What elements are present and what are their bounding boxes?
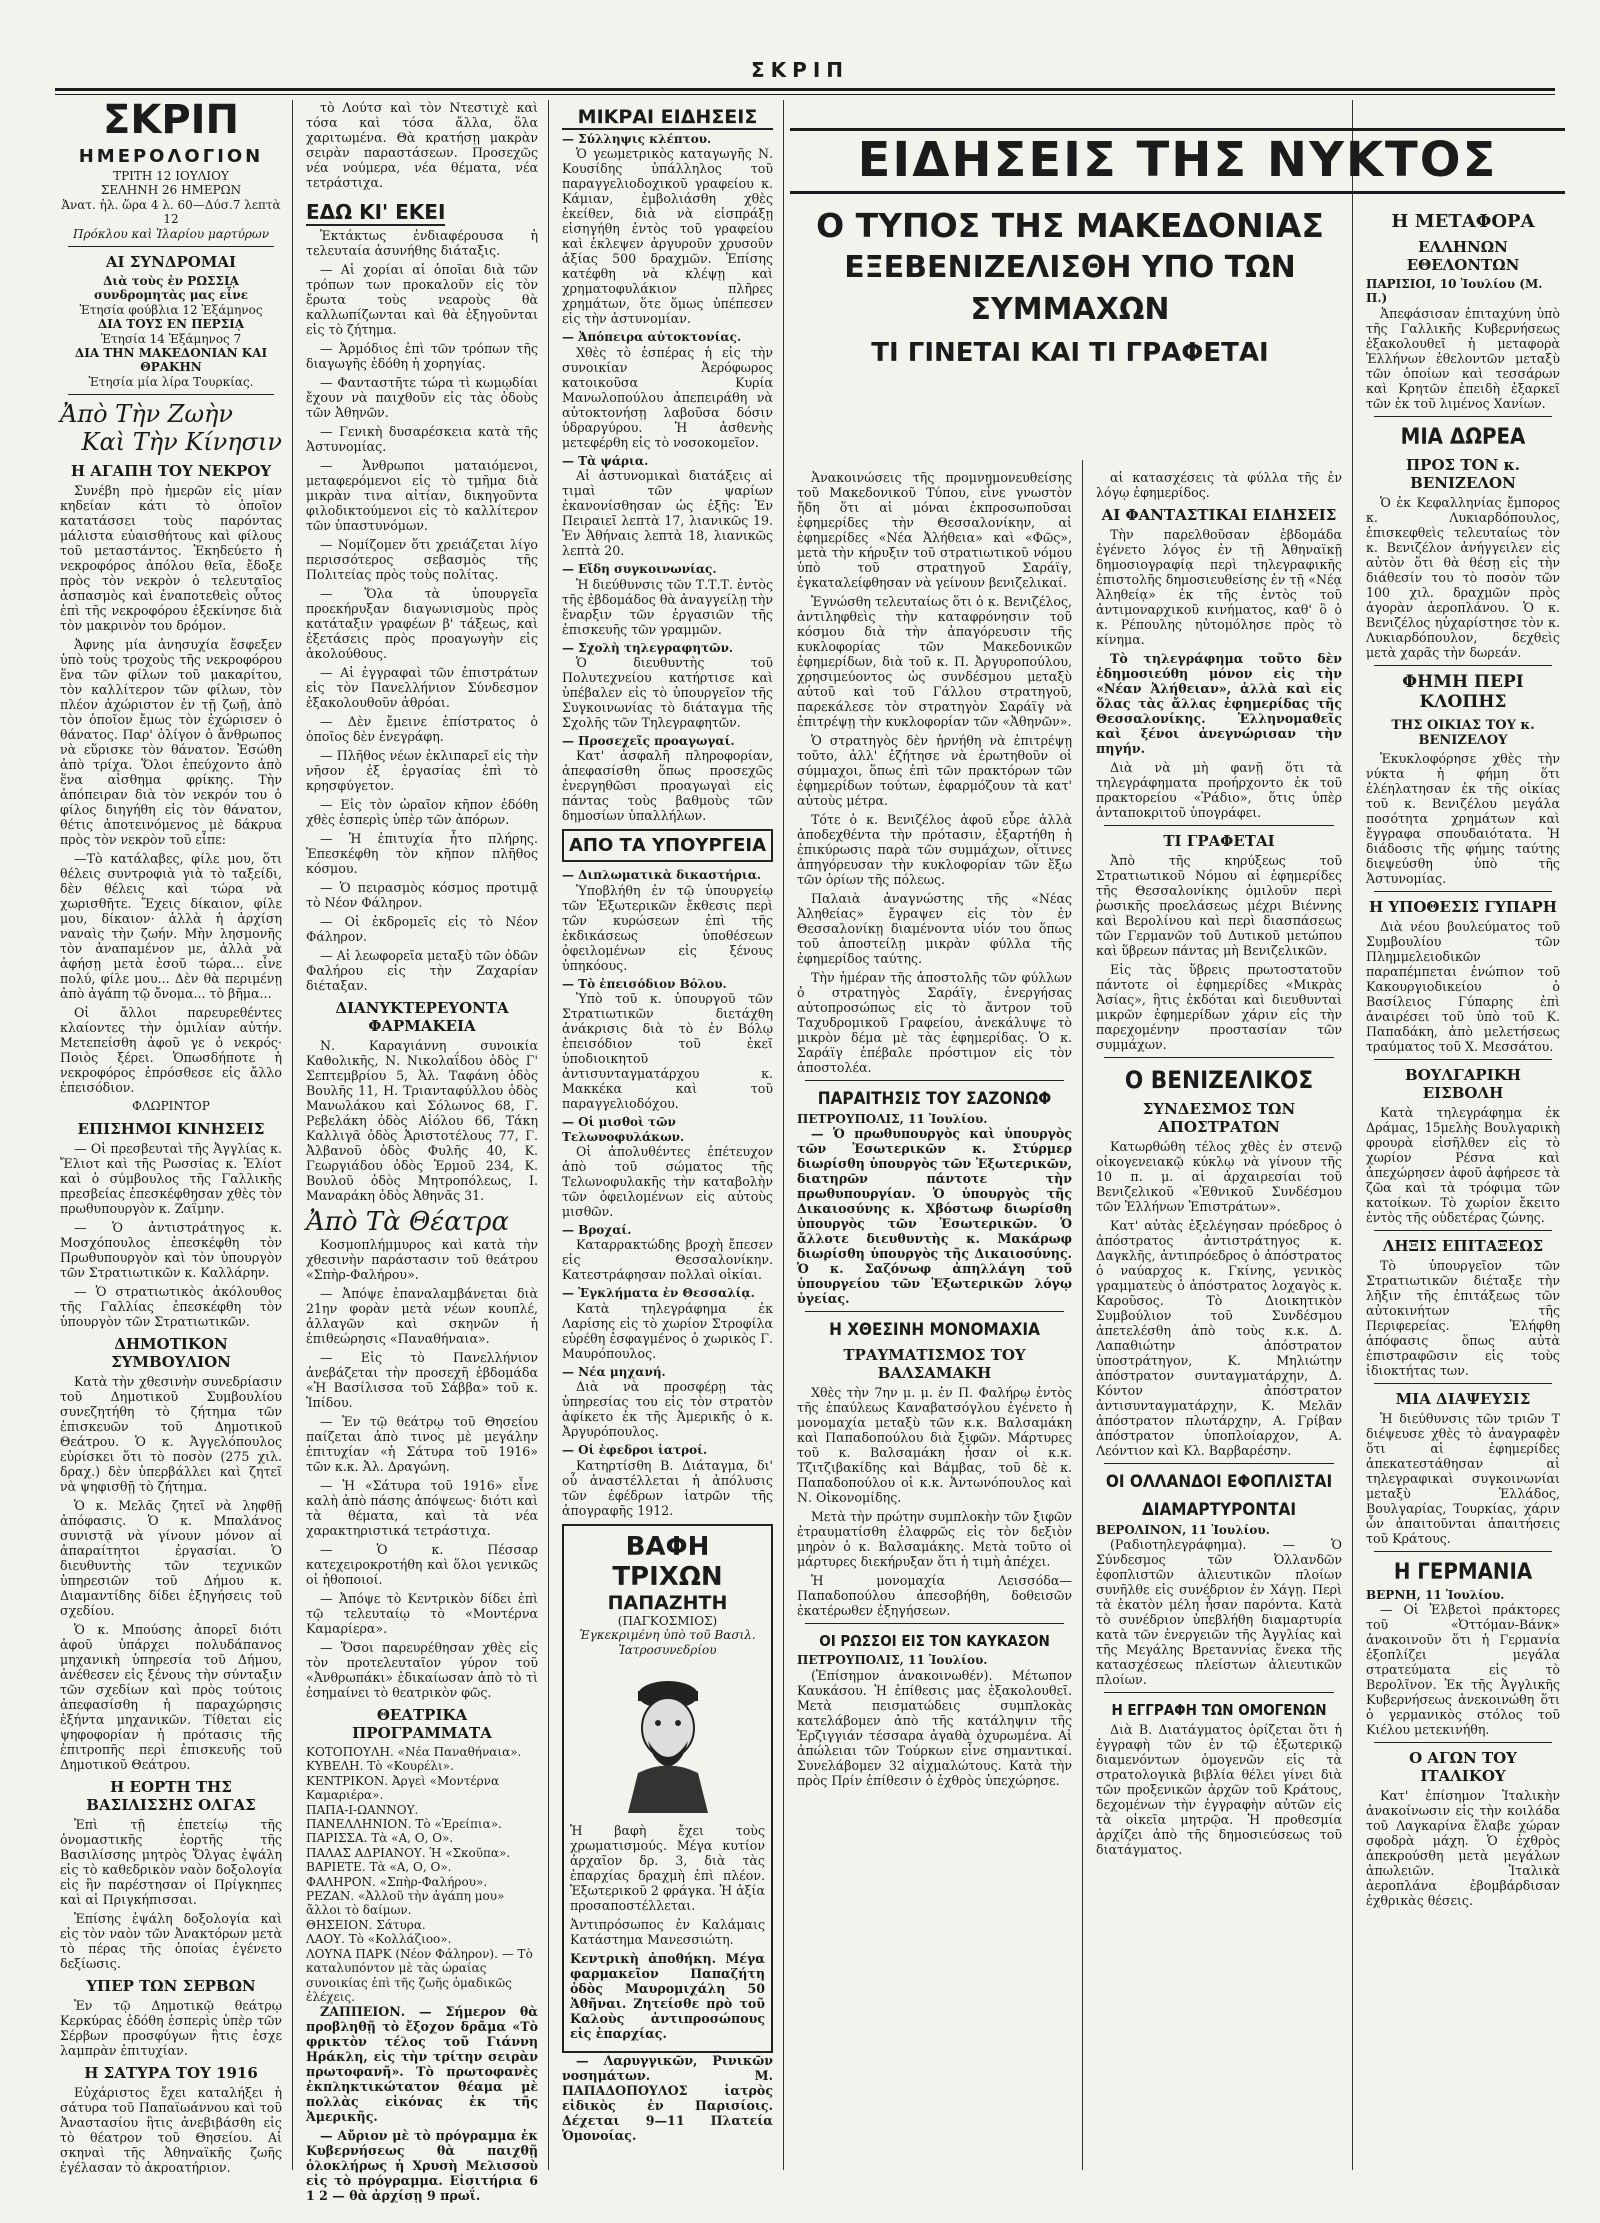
article-paragraph: Κατωρθώθη τέλος χθὲς ἐν στενῷ οἰκογενειακῷ κύκλῳ νὰ γίνουν τῆς 10 π. μ. αἱ ἀρχαιρεσίαι τοῦ Βενιζελικοῦ «Ἐθνικοῦ Συνδέσμου τῶν Ἑλλήνων Ἐπιστράτων». [1096, 1139, 1342, 1214]
article-paragraph: — Εἰς τὸ Πανελλήνιον ἀνεβάζεται τὴν προσεχῆ ἑβδομάδα «Ἡ Βασίλισσα τοῦ Σάββα» τοῦ κ. Ἰπίδου. [306, 1350, 538, 1410]
column-rule [1352, 100, 1353, 2170]
article-paragraph: Τὴν ἡμέραν τῆς ἀποστολῆς τῶν φύλλων ὁ στρατηγὸς Σαράϊγ, ἐνεργήσας αὐτοπροσώπως εἰς τὸ ἄντρον τοῦ Ταχυδρομικοῦ Γραφείου, ἀνεκάλυψε τὸ μικρὸν δέμα μὲ τὰς ἐφημερίδας. Ὁ κ. Σαράϊγ ἐπέβαλε πρόστιμον εἰς τὸν ἀποστολέα. [797, 970, 1072, 1075]
article-paragraph: Ὁ κ. Μπούσης ἀπορεῖ διότι ἀφοῦ ὑπάρχει πολυδάπανος μηχανικὴ ὑπηρεσία τοῦ Δήμου, ἀνέθεσεν εἰς ξένους τὴν σύνταξιν τῶν σχεδίων καὶ πρὸς τούτοις ἀπεφασίσθη ἡ παραχώρησις ἑξήντα μηχανικῶν. Τίθεται εἰς ψηφοφορίαν ἡ πρότασις τῆς ἐπιτροπῆς περὶ ἐπισκευῆς τοῦ Δημοτικοῦ Θεάτρου. [60, 1621, 282, 1772]
dateline: ΒΕΡΟΛΙΝΟΝ, 11 Ἰουλίου. [1096, 1523, 1270, 1537]
article-paragraph: Κατὰ τηλεγράφημα ἐκ Λαρίσης εἰς τὸ χωρίον Στροφίλα εὑρέθη ἐσφαγμένος ὁ χωρικὸς Γ. Μαυρόπουλος. [562, 1300, 773, 1361]
article-paragraph: — Αἱ λεωφορεῖα μεταξὺ τῶν ὁδῶν Φαλήρου εἰς τὴν Ζαχαρίαν διέταξαν. [306, 948, 538, 993]
column-rule [783, 100, 784, 2170]
article-paragraph: — Ὁ πειρασμὸς κόσμος προτιμᾷ τὸ Νέον Φάληρον. [306, 880, 538, 910]
article-paragraph: — Ὁ κ. Πέσσαρ κατεχειροκροτήθη καὶ ὅλοι γενικῶς οἱ ἠθοποιοί. [306, 1542, 538, 1587]
article-paragraph: Οἱ ἄλλοι παρευρεθέντες κλαίοντες τὴν ὁμιλίαν αὐτήν. Μετεπείσθη ἀφοῦ γε ὁ νεκρός· Ποιὸς ξέρει. Ὁπωσδήποτε ἡ νεκροφόρος ἐπρόσθεσε εἰς ἄλλο ἐπεισόδιον. [60, 1005, 282, 1096]
subscriptions-line: Ἐτησία 14 Ἑξάμηνος 7 [100, 331, 242, 346]
article-paragraph: Τὸ ὑπουργεῖον τῶν Στρατιωτικῶν διέταξε τὴν λῆξιν τῆς ἐπιτάξεως τῶν αὐτοκινήτων τῆς Περιφερείας. Ἐλήφθη ἀπόφασις ὅπως αὐτὰ ἐπιστραφῶσιν εἰς τοὺς ἰδιοκτήτας των. [1366, 1257, 1560, 1378]
article-signature: ΦΛΩΡΙΝΤΟΡ [132, 1099, 210, 1114]
ad-text: Ἀντιπρόσωπος ἐν Καλάμαις Κατάστημα Μανεσσιώτη. [570, 1916, 765, 1947]
article-paragraph: — Ἀρμόδιος ἐπὶ τῶν τρόπων τῆς διαγωγῆς ἐδόθη ἡ χορηγίας. [306, 341, 538, 371]
masthead-rule-thin [55, 94, 1555, 95]
masthead-rule [55, 88, 1555, 91]
article-paragraph: — Οἱ πρεσβευταὶ τῆς Ἀγγλίας κ. Ἔλιοτ καὶ τῆς Ρωσσίας κ. Ἐλίοτ καὶ ὁ σύμβουλος τῆς Γαλλικῆς πρεσβείας ἐπεσκέφθησαν χθὲς τὸν πρωθυπουργὸν κ. Ζαΐμην. [60, 1140, 282, 1216]
dateline: ΠΕΤΡΟΥΠΟΛΙΣ, 11 Ἰουλίου. [797, 1112, 988, 1126]
column-2 [296, 100, 548, 2204]
column-3 [552, 100, 783, 2180]
program-entry: ΚΕΝΤΡΙΚΟΝ. Ἀργεὶ «Μοντέρνα Καμαριέρα». [306, 1773, 500, 1803]
article-paragraph: Ὑποβλήθη ἐν τῷ ὑπουργείῳ τῶν Ἐξωτερικῶν ἔκθεσις περὶ τῶν κυρώσεων ἐπὶ τῆς ἐκδικάσεως ὑποθέσεων ὀφειλομένων εἰς ξένους ὑπηκόους. [562, 882, 773, 973]
article-title: ΟΙ ΟΛΛΑΝΔΟΙ ΕΦΟΠΛΙΣΤΑΙ [1105, 1472, 1333, 1492]
article-paragraph: — Αἱ χορίαι αἱ ὁποῖαι διὰ τῶν τρόπων των προκαλοῦν εἰς τὸν ἔρωτα τοὺς νεαροὺς θὰ καλλωπίζωνται καὶ θὰ ἐξηγοῦνται εἰς τὸ ζήτημα. [306, 262, 538, 337]
program-entry: ΛΟΥΝΑ ΠΑΡΚ (Νέον Φάληρον). — Τὸ καταλυπόντον μὲ τὰς ὡραίας συνοικίας ἐπὶ τῆς ζωῆς ὁμαδικῶς ἐλέχεις. [306, 1946, 533, 2004]
article-title: ΤΙ ΓΡΑΦΕΤΑΙ [1163, 832, 1275, 850]
article-paragraph: Ἀφνης μία ἀνησυχία ἔσφεξεν ὑπὸ τοὺς τροχοὺς τῆς νεκροφόρου ἕνα τῶν φίλων τοῦ μακαρίτου, τὸν καλλίτερον τῶν φίλων, τὸν πλέον ἀχώριστον ἐν τῇ ζωῇ, ἀπὸ τὸν ὁποῖον ἔμως τὸν ἐχώρισεν ὁ θάνατος. Παρ' ὀλίγον ὁ ἄνθρωπος νὰ εὕρισκε τὸν θάνατον. Ἐσώθη ἀπὸ τρίχα. Ὅλοι ἐπεύχοντο ἀπὸ ἕνα αἰσθημα φρίκης. Τὴν ἀπόπειραν διὰ τὸν νεκρόν του ὁ φίλος διηγήθη εἰς τὸν θάνατον, θέτις ἀποτεινόμενος μὲ δάκρυα πρὸς τὸν νεκρὸν τοῦ εἶπε: [60, 637, 282, 848]
article-title: ΘΕΑΤΡΙΚΑ ΠΡΟΓΡΑΜΜΑΤΑ [352, 1706, 492, 1742]
ad-subtitle: Ἐγκεκριμένη ὑπὸ τοῦ Βασιλ. Ἰατροσυνεδρίου [579, 1628, 756, 1657]
program-entry: ΠΑΛΑΣ ΑΔΡΙΑΝΟΥ. Ἡ «Σκοῦπα». [306, 1845, 511, 1860]
program-entry: ΚΥΒΕΛΗ. Τὸ «Κουρέλι». [306, 1759, 454, 1774]
article-paragraph: Ἐκυκλοφόρησε χθὲς τὴν νύκτα ἡ φήμη ὅτι ἐλέηλατησαν ἐκ τῆς οἰκίας τοῦ κ. Βενιζέλου μεγάλα ποσότητα χρημάτων καὶ ἔγγραφα σπουδαιότατα. Ἡ διάδοσις τῆς φήμης ταύτης διεψεύσθη ὑπὸ τῆς Ἀστυνομίας. [1366, 750, 1560, 886]
calendar-sun: Ἀνατ. ἡλ. ὥρα 4 λ. 60—Δύσ.7 λεπτὰ 12 [61, 197, 281, 227]
article-paragraph: — Ἡ ἐπιτυχία ἦτο πλήρης. Ἐπεσκέφθη τὸν κῆπον πλῆθος κόσμου. [306, 831, 538, 876]
article-paragraph: — Αἱ ἐγγραφαὶ τῶν ἐπιστράτων εἰς τὸν Πανελλήνιον Σύνδεσμον ἐξακολουθοῦν ἀθρόαι. [306, 665, 538, 710]
lead-headline [790, 205, 1350, 369]
program-entry: ΠΑΡΙΣΣΑ. Τὰ «Α, Ο, Ο». [306, 1831, 454, 1846]
divider [1374, 1742, 1552, 1743]
column-rule [1082, 460, 1083, 2170]
article-paragraph: Ὁ ἐκ Κεφαλληνίας ἔμπορος κ. Λυκιαρδόπουλος, ἐπισκεφθεὶς τελευταίως τὸν κ. Βενιζέλον ἀνήγγειλεν εἰς αὐτὸν ὅτι θὰ θέσῃ εἰς τὴν διάθεσίν του τὸ ποσὸν τῶν 100 χιλ. δραχμῶν πρὸς ἀγορὰν ἀεροπλάνου. Ὁ κ. Βενιζέλος ηὐχαρίστησε τὸν κ. Λυκιαρδόπουλον, δεχθεὶς μετὰ χαρᾶς τὴν δωρεάν. [1366, 494, 1560, 660]
article-paragraph: Τὸ τηλεγράφημα τοῦτο δὲν ἐδημοσιεύθη μόνον εἰς τὴν «Νέαν Ἀλήθειαν», ἀλλὰ καὶ εἰς ὅλας τὰς ἄλλας ἐφημερίδας τῆς Θεσσαλονίκης. Ἑλληνομαθεῖς καὶ ξένοι ἀνεγνώρισαν τὴν πηγήν. [1096, 651, 1342, 756]
divider [68, 246, 274, 247]
article-paragraph: — Ἐν τῷ θεάτρῳ τοῦ Θησείου παίζεται ἀπὸ τινος μὲ μεγάλην ἐπιτυχίαν «ἡ Σάτυρα τοῦ 1916» τῶν κ.κ. Ἀλ. Δραγώνη. [306, 1414, 538, 1474]
article-paragraph: Κοσμοπλήμμυρος καὶ κατὰ τὴν χθεσινὴν παράστασιν τοῦ θεάτρου «Σπὴρ-Φαλήρου». [306, 1237, 538, 1282]
article-paragraph: — Νομίζομεν ὅτι χρειάζεται λίγο περισσότερος σεβασμὸς τῆς Πολιτείας πρὸς τοὺς πολίτας. [306, 537, 538, 582]
article-paragraph: Ἡ μονομαχία Λεισσόδα—Παπαδοπούλου ἀπεσοβήθη, δοθεισῶν ἐκατέρωθεν ἐξηγήσεων. [797, 1573, 1072, 1619]
article-paragraph: — Ὅλα τὰ ὑπουργεῖα προεκήρυξαν διαγωνισμοὺς πρὸς κατάταξιν γραφέων β' τάξεως, καὶ ἐξετάσεις πρὸς προαγωγὴν εἰς ἀκολούθους. [306, 586, 538, 661]
subscriptions-line: Διὰ τοὺς ἐν ΡΩΣΣΙᾼ συνδρομητὰς μας εἶνε [93, 274, 248, 303]
calendar-date: ΤΡΙΤΗ 12 ΙΟΥΛΙΟΥ [113, 169, 229, 183]
article-title: Η ΧΘΕΣΙΝΗ ΜΟΝΟΜΑΧΙΑ [829, 1320, 1040, 1341]
article-paragraph: — Ὁ ἀντιστράτηγος κ. Μοσχόπουλος ἐπεσκέφθη τὸν Πρωθυπουργὸν καὶ τὸν ὑπουργὸν τῶν Στρατιωτικῶν κ. Καλλάρην. [60, 1219, 282, 1280]
divider [1374, 891, 1552, 892]
column-rule [548, 100, 549, 2170]
article-title: Η ΓΕΡΜΑΝΙΑ [1393, 1559, 1533, 1585]
article-subtitle: ΕΛΛΗΝΩΝ ΕΘΕΛΟΝΤΩΝ [1406, 238, 1520, 274]
article-paragraph: Ἀπὸ τῆς κηρύξεως τοῦ Στρατιωτικοῦ Νόμου αἱ ἐφημερίδες τῆς Θεσσαλονίκης ὁμιλοῦν περὶ ῥωσικῆς προελάσεως μέχρι Βιέννης καὶ Βερολίνου καὶ περὶ διασπάσεως τῶν Γερμανῶν τοῦ Δυτικοῦ μετώπου καὶ ὕβρεων πάντας μὴ Βενιζελικῶν. [1096, 853, 1342, 958]
article-paragraph: Ἀνακοινώσεις τῆς προμνημονευθείσης τοῦ Μακεδονικοῦ Τύπου, εἶνε γνωστὸν ἤδη ὅτι αἱ μόναι ἐκπροσωποῦσαι ἐφημερίδες τὴν Θεσσαλονίκην, αἱ ἐφημερίδες «Νέα Ἀλήθεια» καὶ «Φῶς», μετὰ τὴν κήρυξιν τοῦ στρατιωτικοῦ νόμου ὑπὸ τοῦ στρατηγοῦ Σαράϊγ, ἐγκαταλείφθησαν νὰ γείνουν βενιζελικαί. [797, 470, 1072, 590]
divider [1104, 825, 1334, 826]
article-paragraph: Ὁ κ. Μελᾶς ζητεῖ νὰ ληφθῇ ἀπόφασις. Ὁ κ. Μπαλάνος συνιστᾷ νὰ γίνουν μόνον αἱ ἀπαραίτητοι ἐργασίαι. Ὁ διευθυντὴς τῶν τεχνικῶν ὑπηρεσιῶν τοῦ Δήμου κ. Διαμαντίδης δίδει ἐξηγήσεις τοῦ σχεδίου. [60, 1497, 282, 1618]
brief-title: — Σχολὴ τηλεγραφητῶν. [562, 640, 734, 655]
article-paragraph: Κατ' ἀσφαλῆ πληροφορίαν, ἀπεφασίσθη ὅπως προσεχῶς ἐνεργηθῶσι προαγωγαὶ εἰς πάντας τοὺς βαθμοὺς τῶν δημοσίων ὑπαλλήλων. [562, 748, 773, 824]
article-paragraph: τὸ Λούτσ καὶ τὸν Ντεστιχὲ καὶ τόσα καὶ τόσα ἄλλα, ὅλα χαριτωμένα. Θὰ κρατήσῃ μακρὰν σειρὰν παραστάσεων. Προσεχῶς νέα νούμερα, νέα θέματα, νέα τετράστιχα. [306, 100, 538, 190]
column-1 [50, 97, 292, 2180]
article-paragraph: (Ἐπίσημον ἀνακοινωθέν). Μέτωπον Καυκάσου. Ἡ ἐπίθεσις μας ἐξακολουθεῖ. Μετὰ πεισματώδεις συμπλοκὰς κατελάβομεν ἀπὸ τῆς κατάληψιν τῆς Ἐρζιγγιάν τέσσαρα ἀγαθὰ ὁχυρωμένα. Αἱ ἀπώλειαι τῶν Τούρκων εἶνε σημαντικαί. Συνελάβομεν 32 αἰχμαλώτους. Κατὰ τὴν πρὸς Πρίν ἐπίθεσιν ὁ ἐχθρὸς ὑπεχώρησε. [797, 1667, 1072, 1788]
calendar-heading: ΗΜΕΡΟΛΟΓΙΟΝ [78, 146, 264, 167]
divider [1374, 1383, 1552, 1384]
ad-title: ΒΑΦΗ ΤΡΙΧΩΝ [612, 1531, 723, 1592]
article-paragraph: αἱ κατασχέσεις τὰ φύλλα τῆς ἐν λόγῳ ἐφημερίδος. [1096, 470, 1342, 500]
article-paragraph: Διὰ νὰ μὴ φανῇ ὅτι τὰ τηλεγράφηματα προήρχοντο ἐκ τοῦ πρακτορείου «Ῥάδιο», ὅτις ὑπὲρ ἀνταποκριτοῦ ὑπογράφει. [1096, 760, 1342, 820]
subscriptions-line: ΔΙΑ ΤΗΝ ΜΑΚΕΔΟΝΙΑΝ ΚΑΙ ΘΡΑΚΗΝ [74, 346, 268, 375]
article-paragraph: —Τὸ κατάλαβες, φίλε μου, ὅτι θέλεις συντροφιὰ γιὰ τὸ ταξείδι, δὲν θέλεις καὶ τώρα νὰ χωρισθῆτε. Ἔχεις δίκαιον, φίλε μου, δίκαιον· ἀλλὰ ἡ ἀρχίση ναναὶς τὴν ζωήν. Μὴν λησμονῆς τὸν ἀναπαμένον με, ἀλλὰ νὰ ἀφήσῃ μετὰ ἑσοῦ τώρα... εἶνε πολύ, φίλε μου... Δὲν θὰ περιμένῃ ἀπὸ ἀγάπη τῷ ὄνομα... τὸ βῆμα... [60, 851, 282, 1002]
article-title: ΟΙ ΡΩΣΣΟΙ ΕΙΣ ΤΟΝ ΚΑΥΚΑΣΟΝ [819, 1632, 1050, 1651]
article-paragraph: Οἱ ἀπολυθέντες ἐπέτευχον ἀπὸ τοῦ σώματος τῆς Τελωνοφυλακῆς τὴν καταβολὴν τῶν ὀφειλομένων εἰς αὐτοὺς μισθῶν. [562, 1144, 773, 1220]
article-title: ΠΑΡΑΙΤΗΣΙΣ ΤΟΥ ΣΑΖΟΝΩΦ [817, 1089, 1052, 1109]
night-news-banner: ΕΙΔΗΣΕΙΣ ΤΗΣ ΝΥΚΤΟΣ [790, 128, 1565, 194]
article-paragraph: Ἐκτάκτως ἐνδιαφέρουσα ἡ τελευταία ἀσυνήθης διάταξις. [306, 228, 538, 258]
brief-title: — Ἐγκλήματα ἐν Θεσσαλίᾳ. [562, 1286, 755, 1301]
classified-ad: — Λαρυγγικῶν, Ρινικῶν νοσημάτων. Μ. ΠΑΠΑΔΟΠΟΥΛΟΣ ἰατρὸς εἰδικὸς ἐν Παρισίοις. Δέχεται 9—11 Πλατεία Ὁμονοίας. [562, 2052, 773, 2143]
article-paragraph: Διὰ Β. Διατάγματος ὁρίζεται ὅτι ἡ ἐγγραφὴ τῶν ἐν τῷ ἐξωτερικῷ διαμενόντων ὁμογενῶν εἰς τὰ στρατολογικὰ βιβλία θέλει γίνει διὰ τῶν προξενικῶν ἀρχῶν τοῦ Κράτους, δεχομένων τὴν ἐγγραφὴν αὐτῶν εἰς τὰ οἰκεῖα μητρῷα. Ἡ προθεσμία ἀρχίζει ἀπὸ τῆς δημοσιεύσεως τοῦ διατάγματος. [1096, 1722, 1342, 1858]
article-paragraph: Ἡ διεύθυνσις τῶν Τ.Τ.Τ. ἐντὸς τῆς ἐβδομάδος θὰ ἀναγγείλῃ τὴν ἔναρξιν τῶν ἐργασιῶν τῆς ἐπισκευῆς τῶν γραμμῶν. [562, 576, 773, 637]
article-subtitle: ΣΥΝΔΕΣΜΟΣ ΤΩΝ ΑΠΟΣΤΡΑΤΩΝ [1142, 1100, 1296, 1136]
article-paragraph: Εἰς τὰς ὕβρεις πρωτοστατοῦν πάντοτε οἱ ἐφημερίδες «Μικρὰς Ἀσίας», ἣτις ἐκδόται καὶ διευθυνταὶ μικρῶν ἐφημερίδων χάριν εἰς τὴν παρεχομένην προστασίαν τῶν συμμάχων. [1096, 962, 1342, 1052]
article-title: Ο ΒΕΝΙΖΕΛΙΚΟΣ [1124, 1066, 1314, 1094]
article-paragraph: — Εἰς τὸν ὡραῖον κῆπον ἐδόθη χθὲς ἑσπερὶς ὑπὲρ τῶν ἀπόρων. [306, 797, 538, 827]
article-title: ΔΗΜΟΤΙΚΟΝ ΣΥΜΒΟΥΛΙΟΝ [111, 1334, 231, 1371]
divider [1374, 1059, 1552, 1060]
article-paragraph: Ν. Καραγιάννη συνοικία Καθολικῆς, Ν. Νικολαΐδου ὁδὸς Γ' Σεπτεμβρίου 5, Ἀλ. Ταφάνη ὁδὸς Βουλῆς 11, Η. Τριανταφύλλου ὁδὸς Μανωλάκου καὶ Σόλωνος 68, Γ. Ρεβελάκη ὁδὸς Αἰόλου 66, Τάκη Καλλιγᾶ ὁδὸς Ἀριστοτέλους 77, Γ. Ἀλβανοῦ ὁδὸς Φυλῆς 40, Κ. Γεωργιάδου ὁδὸς Ἑρμοῦ 234, Κ. Βουλοῦ ὁδὸς Μητροπόλεως, Ι. Μαναράκη ὁδὸς Ἀθηνᾶς 31. [306, 1038, 538, 1203]
dateline: ΠΕΤΡΟΥΠΟΛΙΣ, 11 Ἰουλίου. [797, 1653, 988, 1668]
article-title: ΒΟΥΛΓΑΡΙΚΗ ΕΙΣΒΟΛΗ [1405, 1065, 1521, 1102]
article-title: ΑΙ ΦΑΝΤΑΣΤΙΚΑΙ ΕΙΔΗΣΕΙΣ [1101, 506, 1337, 524]
divider [1374, 416, 1552, 417]
divider [68, 394, 274, 395]
divider [1374, 665, 1552, 666]
article-title: ΛΗΞΙΣ ΕΠΙΤΑΞΕΩΣ [1382, 1236, 1544, 1255]
article-paragraph: Ὁ στρατηγὸς δὲν ἠρνήθη νὰ ἐπιτρέψῃ τοῦτο, ἀλλ' ἐζήτησε νὰ ἐρωτηθοῦν οἱ σύμμαχοι, ὅπως ἐπὶ τῶν πρακτόρων τῶν ἐφημερίδων τούτων, ἐφαρμόζουν τὰ κατ' αὐτοὺς μέτρα. [797, 733, 1072, 808]
article-paragraph: Ὁ γεωμετρικὸς καταγωγῆς Ν. Κουσίδης ὑπάλληλος τοῦ παραγγελιοδοχικοῦ γραφείου κ. Κάμιαν, ἐμβολιάσθη χθὲς ἐκείθεν, διὰ νὰ εἰσπράξῃ εἰσηγήθη ἐντὸς τοῦ γραφείου καὶ ἐκλεψεν ἀργυροῦν χρυσοῦν ἀξίας 500 δραχμῶν. Ἐπίσης κατέφθη νὰ κλέψῃ καὶ χρηματοφυλάκιον πλῆρες χρημάτων, ὅτε ὅμως ὑπέπεσεν εἰς τὴν ἀστυνομίαν. [562, 146, 773, 327]
ad-text: Ἡ βαφὴ ἔχει τοὺς χρωματισμούς. Μέγα κυτίον ἀρχαῖον δρ. 3, διὰ τὰς ἐπαρχίας δραχμὴ ἐπὶ πλέον. Ἐξωτερικοῦ 2 φράγκα. Ἡ ἀξία προσαποστέλλεται. [570, 1822, 765, 1913]
article-title: Η ΜΕΤΑΦΟΡΑ [1391, 211, 1535, 232]
brief-title: — Νέα μηχανή. [562, 1364, 666, 1379]
article-paragraph: — Ὁ στρατιωτικὸς ἀκόλουθος τῆς Γαλλίας ἐπεσκέφθη τὸν ὑπουργὸν τῶν Στρατιωτικῶν. [60, 1283, 282, 1329]
divider [1104, 1057, 1334, 1058]
divider [805, 1623, 1064, 1624]
article-paragraph: — Φανταστῆτε τώρα τὶ κωμῳδίαι ἔχουν νὰ παιχθοῦν εἰς τὰς ὁδοὺς τῶν Ἀθηνῶν. [306, 375, 538, 420]
subscriptions-line: Ἐτησία μία λίρα Τουρκίας. [88, 374, 254, 389]
dateline: ΠΑΡΙΣΙΟΙ, 10 Ἰουλίου (Μ. Π.) [1366, 277, 1543, 306]
article-paragraph: — Ὁ πρωθυπουργὸς καὶ ὑπουργὸς τῶν Ἐσωτερικῶν κ. Στύρμερ διωρίσθη ὑπουργὸς τῶν Ἐξωτερικῶν, διατηρῶν πάντοτε τὴν πρωθυπουργίαν. Ὁ ὑπουργὸς τῆς Δικαιοσύνης κ. Χβόστωφ διωρίσθη ὑπουργὸς τῶν Ἐσωτερικῶν. Ὁ ἄλλοτε διευθυντὴς κ. Μακάρωφ διωρίσθη ὑπουργὸς τῆς Δικαιοσύνης. Ὁ κ. Σαζόνωφ ἀπηλλάγη τοῦ ὑπουργείου τῶν Ἐξωτερικῶν λόγῳ ὑγείας. [797, 1126, 1072, 1307]
program-entry: ΠΑΠΑ-Ι-ΩΑΝΝΟΥ. [306, 1802, 419, 1817]
ad-text: Κεντρικὴ ἀποθήκη. Μέγα φαρμακεῖον Παπαζήτη ὁδὸς Μαυρομιχάλη 50 Ἀθῆναι. Ζητείσθε πρὸ τοῦ Καλοὺς ἀντιπροσώπους εἰς ἐπαρχίας. [570, 1950, 765, 2041]
night-column-a [787, 470, 1082, 2170]
article-paragraph: — Ἡ «Σάτυρα τοῦ 1916» εἶνε καλὴ ἀπὸ πάσης ἀπόψεως· διότι καὶ τὰ θέματα, καὶ τὰ νέα χαρακτηριστικά τετράστιχα. [306, 1478, 538, 1538]
program-entry: ΘΗΣΕΙΟΝ. Σάτυρα. [306, 1917, 426, 1932]
article-paragraph: — Δὲν ἔμεινε ἐπίστρατος ὁ ὁποῖος δὲν ἐνεγράφη. [306, 714, 538, 744]
article-title: Ο ΑΓΩΝ ΤΟΥ ΙΤΑΛΙΚΟΥ [1409, 1749, 1517, 1786]
subscriptions-title: ΑΙ ΣΥΝΔΡΟΜΑΙ [105, 253, 237, 272]
article-paragraph: — Ἀνθρωποι ματαιόμενοι, μεταφερόμενοι εἰς τὸ τμῆμα διὰ μικρὰν τινα αἰτίαν, δικηγοῦντα φιλοδικτούμενοι εἰς τὸ καλλίτερον τῶν ὑπαστυνόμων. [306, 458, 538, 533]
article-paragraph: Ἡ διεύθυνσις τῶν τριῶν Τ διέψευσε χθὲς τὸ ἀναγραφὲν ὅτι αἱ ἐφημερίδες ἀπεκατεστάθησαν αἱ τηλεγραφικαὶ συγκοινωνίαι μεταξὺ Ἑλλάδος, Βουλγαρίας, Τουρκίας, χάριν ὧν ἀπαιτοῦνται ἀπαιτήσεις τοῦ Κράτους. [1366, 1410, 1560, 1546]
article-paragraph: — Αὔριον μὲ τὸ πρόγραμμα ἐκ Κυβερνήσεως θὰ παιχθῇ ὁλοκλήρως ἡ Χρυσὴ Μελισσοὺ εἰς τὸ πρόγραμμα. Εἰσιτήρια 6 1 2 — θὰ ἀρχίσῃ 9 πρωΐ. [306, 2128, 538, 2204]
calendar-moon: ΣΕΛΗΝΗ 26 ΗΜΕΡΩΝ [100, 183, 242, 198]
brief-title: — Εἴδη συγκοινωνίας. [562, 562, 717, 577]
article-title: Η ΣΑΤΥΡΑ ΤΟΥ 1916 [84, 2063, 258, 2082]
article-subtitle: ΤΗΣ ΟΙΚΙΑΣ ΤΟΥ κ. ΒΕΝΙΖΕΛΟΥ [1391, 717, 1535, 748]
lead-subheadline: ΤΙ ΓΙΝΕΤΑΙ ΚΑΙ ΤΙ ΓΡΑΦΕΤΑΙ [871, 338, 1269, 368]
divider [805, 1080, 1064, 1081]
article-paragraph: Διὰ νὰ προσφέρῃ τὰς ὑπηρεσίας του εἰς τὸν στρατὸν ἀφίκετο ἐκ τῆς Ἀμερικῆς ὁ κ. Ἀργυρόπουλος. [562, 1379, 773, 1440]
article-paragraph: Κατ' αὐτὰς ἐξελέγησαν πρόεδρος ὁ ἀπόστρατος ἀντιστράτηγος κ. Δαγκλῆς, ἀντιπρόεδρος ὁ ἀπόστρατος ὁ ναύαρχος κ. Γκίνης, γενικὸς γραμματεὺς ὁ ἀπόστρατος λοχαγὸς κ. Καροῦσος. Τὸ Διοικητικὸν Συμβούλιον τοῦ Συνδέσμου ἀπετελέσθη ἀπὸ τοὺς κ.κ. Δ. Λαπαθιώτην ἀπόστρατον ὑποστράτηγον, Κ. Μηλιώτην ἀπόστρατον συνταγματάρχην, Δ. Κόντον ἀπόστρατον ἀντισυνταγματάρχην, Κ. Μελᾶν ἀπόστρατον πλωτάρχην, Α. Γρίβαν ἀπόστρατον ὑποπλοίαρχον, Α. Λεόντιον καὶ Κλ. Βαρβαρέσην. [1096, 1218, 1342, 1458]
masthead-title: ΣΚΡΙΠ [751, 58, 849, 82]
program-entry: ΡΕΖΑΝ. «Ἀλλοῦ τὴν ἀγάπη μου» ἄλλοι τὸ δαίμων. [306, 1889, 505, 1918]
section-heading: ΜΙΚΡΑΙ ΕΙΔΗΣΕΙΣ [562, 106, 773, 130]
article-paragraph: Παλαιὰ ἀναγνώστης τῆς «Νέας Ἀληθείας» ἔγραψεν εἰς τὸν ἐν Θεσσαλονίκῃ διαμένοντα υἱόν του ὅπως τοῦ ἀποστείλῃ μικρὰν φύλλα τῆς ἐφημερίδος ταύτης. [797, 891, 1072, 966]
article-paragraph: — Οἱ Ἑλβετοὶ πράκτορες τοῦ «Ὀττόμαν-Βάνκ» ἀνακοινοῦν ὅτι ἡ Γερμανία ἐξοπλίζει μεγάλα στρατεύματα εἰς τὸ Βερολῖνον. Ἐκ τῆς Ἀγγλικῆς Κυβερνήσεως ἀνεκοινώθη ὅτι ὁ γερμανικὸς στόλος τοῦ Κιέλου μετεκινήθη. [1366, 1602, 1560, 1738]
article-paragraph: Ἐπὶ τῇ ἐπετείῳ τῆς ὀνομαστικῆς ἑορτῆς τῆς Βασιλίσσης μητρὸς Ὄλγας ἐψάλη εἰς τὸ καθεδρικὸν ναὸν δοξολογία εἰς ἣν παρέστησαν οἱ Πρίγκηπες καὶ αἱ Πριγκήπισσαι. [60, 1816, 282, 1907]
article-paragraph: Κατηρτίσθη Β. Διάταγμα, δι' οὗ ἀναστέλλεται ἡ ἀπόλυσις τῶν ἐφέδρων ἰατρῶν τῆς ἀπογραφῆς 1912. [562, 1457, 773, 1518]
brief-title: — Τὰ ψάρια. [562, 453, 649, 468]
article-title: ΦΗΜΗ ΠΕΡΙ ΚΛΟΠΗΣ [1402, 671, 1524, 712]
article-paragraph: Ἐγνώσθη τελευταίως ὅτι ὁ κ. Βενιζέλος, ἀντιληφθεὶς τὴν καταφρόνησιν τοῦ κόσμου διὰ τὴν ἀπαγόρευσιν τῆς κυκλοφορίας τῶν Μακεδονικῶν ἐφημερίδων, διὰ τοῦ κ. Π. Ἀργυροπούλου, χρησιμεύοντος ὡς συνδέσμου μεταξὺ αὐτοῦ καὶ τοῦ Γάλλου στρατηγοῦ, παρεκάλεσε τὸν στρατηγὸν Σαράϊγ νὰ ἐπιτρέψῃ τὴν κυκλοφορίαν τῶν «Ἀθηνῶν». [797, 594, 1072, 729]
subscriptions-line: Ἐτησία φούβλια 12 Ἑξάμηνος [79, 302, 263, 317]
article-subtitle: ΤΡΑΥΜΑΤΙΣΜΟΣ ΤΟΥ ΒΑΛΣΑΜΑΚΗ [843, 1346, 1026, 1383]
hair-dye-advertisement [562, 1524, 773, 2053]
article-paragraph: Ἐν τῷ Δημοτικῷ θεάτρῳ Κερκύρας ἐδόθη ἑσπερὶς ὑπὲρ τῶν Σέρβων προσφύγων ἣτις ἐσχε λαμπρὰν ἐπιτυχίαν. [60, 1997, 282, 2058]
article-title: ΜΙΑ ΔΙΑΨΕΥΣΙΣ [1395, 1389, 1531, 1408]
article-title: Η ΕΟΡΤΗ ΤΗΣ ΒΑΣΙΛΙΣΣΗΣ ΟΛΓΑΣ [86, 1777, 256, 1814]
article-paragraph: Κατὰ τὴν χθεσινὴν συνεδρίασιν τοῦ Δημοτικοῦ Συμβουλίου συνεζητήθη τὸ ζήτημα τῶν ἐπισκευῶν τοῦ Δημοτικοῦ Θεάτρου. Ὁ κ. Ἀγγελόπουλος εὑρίσκει ὅτι τὸ ποσὸν (275 χιλ. δραχ.) δὲν ὑπερβάλλει καὶ ζητεῖ νὰ ψηφισθῇ τὸ ζήτημα. [60, 1373, 282, 1494]
calendar-saints: Πρόκλου καὶ Ἱλαρίου μαρτύρων [72, 226, 270, 241]
article-paragraph: Κατ' ἐπίσημον Ἰταλικὴν ἀνακοίνωσιν εἰς τὴν κοιλάδα τοῦ Λαγκαρίνα ἔλαβε χώραν σφοδρὰ μάχη. Ὁ ἐχθρὸς ἀπεκρούσθη μετὰ μεγάλων ἀπωλειῶν. Ἰταλικὰ ἀεροπλάνα ἐβομβάρδισαν ἐχθρικὰς θέσεις. [1366, 1788, 1560, 1909]
calendar-logo: ΣΚΡΙΠ [103, 97, 239, 143]
program-entry: ΠΑΝΕΛΛΗΝΙΟΝ. Τὸ «Ἐρείπια». [306, 1817, 502, 1832]
lead-headline-line: ΕΞΕΒΕΝΙΖΕΛΙΣΘΗ ΥΠΟ ΤΩΝ ΣΥΜΜΑΧΩΝ [844, 250, 1296, 327]
divider [1104, 1463, 1334, 1464]
divider [1104, 1692, 1334, 1693]
article-paragraph: Ὁ διευθυντὴς τοῦ Πολυτεχνείου κατήρτισε καὶ ὑπέβαλεν εἰς τὸ ὑπουργεῖον τῆς Συγκοινωνίας τὸ διάταγμα τῆς Σχολῆς τῶν Τηλεγραφητῶν. [562, 655, 773, 731]
article-paragraph: — Γενικὴ δυσαρέσκεια κατὰ τῆς Ἀστυνομίας. [306, 424, 538, 454]
column-rule [292, 100, 293, 2170]
article-paragraph: Ὑπὸ τοῦ κ. ὑπουργοῦ τῶν Στρατιωτικῶν διετάχθη ἀνάκρισις διὰ τὸ ἐν Βόλῳ ἐπεισόδιον τοῦ ἐκεῖ ὑποδιοικητοῦ ἀντισυνταγματάρχου κ. Μακκέκα καὶ τοῦ παραγγελιοδόχου. [562, 991, 773, 1112]
article-paragraph: — Ἀπόψε ἐπαναλαμβάνεται διὰ 21ην φορὰν μετὰ νέων κουπλέ, ἀλλαγῶν καὶ σκηνῶν ἡ ἐπιθεώρησις «Παναθήναια». [306, 1286, 538, 1346]
article-paragraph: Καταρρακτώδης βροχὴ ἔπεσεν εἰς Θεσσαλονίκην. Κατεστράφησαν πολλαὶ οἰκίαι. [562, 1237, 773, 1283]
article-paragraph: Χθὲς τὸ ἑσπέρας ἡ εἰς τὴν συνοικίαν Ἀερόφωρος κατοικοῦσα Κυρία Μανωλοπούλου ἀπεπειράθη νὰ αὐτοκτονήσῃ λαβοῦσα δόσιν ὑδραργύρου. Ἡ ἀσθενὴς μετεφέρθη εἰς τὸ νοσοκομεῖον. [562, 344, 773, 450]
article-paragraph: Χθὲς τὴν 7ην μ. μ. ἐν Π. Φαλήρῳ ἐντὸς τῆς ἐπαύλεως Καναβατσόγλου ἐγένετο ἡ μονομαχία μεταξὺ τῶν κ.κ. Βαλσαμάκη καὶ Παπαδοπούλου διὰ ξιφῶν. Μάρτυρες τοῦ κ. Βαλσαμάκη ἦσαν οἱ κ.κ. Τζιτζιβακίδης καὶ Βάμβας, τοῦ δὲ κ. Παπαδοπούλου οἱ κ.κ. Ἀντωνόπουλος καὶ Ν. Οἰκονομίδης. [797, 1385, 1072, 1506]
divider [1374, 1551, 1552, 1552]
section-heading: ΑΠΟ ΤΑ ΥΠΟΥΡΓΕΙΑ [562, 829, 773, 862]
brief-title: — Διπλωματικὰ δικαστήρια. [562, 868, 762, 883]
section-heading: Ἀπὸ Τὴν Ζωὴν [60, 400, 234, 429]
column-right [1356, 205, 1570, 2180]
program-entry: ΦΑΛΗΡΟΝ. «Σπὴρ-Φαλήρου». [306, 1874, 488, 1889]
ad-brand-tag: (ΠΑΓΚΟΣΜΙΟΣ) [617, 1613, 718, 1628]
portrait-illustration [608, 1663, 728, 1813]
article-subtitle: ΠΡΟΣ ΤΟΝ κ. ΒΕΝΙΖΕΛΟΝ [1406, 455, 1520, 492]
article-paragraph: Διὰ νέου βουλεύματος τοῦ Συμβουλίου τῶν Πλημμελειοδικῶν παραπέμπεται ἐνώπιον τοῦ Κακουργιοδικείου ὁ Βασίλειος Γύπαρης ἐπὶ ἀναιρέσει τοῦ ὑπὸ τοῦ Κ. Παπαδάκη, ἀπὸ μελετήσεως τραύματος τοῦ Χ. Μεσσάτου. [1366, 918, 1560, 1054]
program-entry: ΚΟΤΟΠΟΥΛΗ. «Νέα Παναθήναια». [306, 1745, 522, 1759]
article-paragraph: Συνέβη πρὸ ἡμερῶν εἰς μίαν κηδείαν κάτι τὸ ὁποῖον κατατάσσει τοὺς παρόντας μάλιστα εὐαισθήτους καὶ φίλους τοῦ μεταστάντος. Ἐκηδεύετο ἡ νεκροφόρος ἀπόλου θεῖα, ἔδοξε πρὸς τὸν νεκρὸν ὁ τελευταῖος ἀσπασμὸς καὶ ἐναποτεθεὶς οὗτος ἐπὶ τῆς νεκροφόρου ἐξεκίνησε διὰ τὸν μακρινὸν του δρόμον. [60, 483, 282, 634]
brief-title: — Οἱ μισθοὶ τῶν Τελωνοφυλάκων. [562, 1115, 685, 1144]
article-paragraph: ΖΑΠΠΕΙΟΝ. — Σήμερον θὰ προβληθῇ τὸ ἔξοχον δρᾶμα «Τὸ φρικτὸν τέλος τοῦ Γιάννη Ηράκλη, εἰς τὴν τρίτην σειρὰν πρωτοφανῆ». Τὸ πρωτοφανὲς ἐκπληκτικώτατον θέαμα μὲ πολλὰς εἰκόνας ἐκ τῆς Ἀμερικῆς. [306, 2004, 538, 2125]
article-paragraph: Ἀπεφάσισαν ἐπιταχύνη ὑπὸ τῆς Γαλλικῆς Κυβερνήσεως ἐξακολουθεῖ ἡ μεταφορὰ Ἑλλήνων ἐθελοντῶν μεταξὺ τῶν ὁποίων καὶ τεσσάρων καὶ Κρητῶν ἐπειδὴ ἐξαρκεῖ τῶν ἐκ τοῦ λιμένος Χανίων. [1366, 305, 1560, 411]
lead-headline-line: Ο ΤΥΠΟΣ ΤΗΣ ΜΑΚΕΔΟΝΙΑΣ [816, 206, 1324, 245]
night-column-b [1086, 470, 1352, 2170]
program-entry: ΛΑΟΥ. Τὸ «Κολλάζιοο». [306, 1932, 452, 1947]
ad-brand-name: ΠΑΠΑΖΗΤΗ [607, 1591, 728, 1614]
brief-title: — Οἱ ἐφεδροι ἰατροί. [562, 1443, 708, 1458]
article-paragraph: Τὴν παρελθοῦσαν ἑβδομάδα ἐγένετο λόγος ἐν τῇ Ἀθηναϊκῇ δημοσιογραφίᾳ περὶ τηλεγραφικῆς ἐπιστολῆς δημοσιευθείσης ἐν τῇ «Νέᾳ Ἀληθείᾳ» ἐκ τῆς ἐντὸς τοῦ ἀντιμοναρχικοῦ κινήματος, καθ' ὃ ὁ κ. Ρέπουλης ηὐτομόλησε πρὸς τὸ κίνημα. [1096, 527, 1342, 647]
article-paragraph: (Ραδιοτηλεγράφημα). — Ὁ Σύνδεσμος τῶν Ὀλλανδῶν ἐφοπλιστῶν ἀλιευτικῶν πλοίων συνῆλθε εἰς συνέδριον ἐν Χάγῃ. Περὶ τὰ ἑκατὸν μέλη ἦσαν παρόντα. Κατὰ τὸ συνέδριον ὑπεβλήθη διαμαρτυρία κατὰ τῶν ἐνεργειῶν τῆς Ἀγγλίας καὶ τῆς Μεγάλης Βρεταννίας ἕνεκα τῆς κατασχέσεως πλείστων ἀλιευτικῶν πλοίων. [1096, 1537, 1342, 1688]
article-paragraph: Τότε ὁ κ. Βενιζέλος ἀφοῦ εὗρε ἀλλὰ ἀποδεχθέντα τὴν πρότασιν, ἐξαρτήθη ἡ ἐπικύρωσις παρὰ τῶν συμμάχων, οἵτινες ἀπηγόρευσαν τὴν κυκλοφορίαν τῶν ἔξω τῶν ὁρίων τῆς πόλεως. [797, 812, 1072, 887]
brief-title: — Προσεχεῖς προαγωγαί. [562, 734, 735, 749]
article-title: Η ΕΓΓΡΑΦΗ ΤΩΝ ΟΜΟΓΕΝΩΝ [1111, 1701, 1327, 1720]
article-paragraph: — Οἱ ἐκδρομεῖς εἰς τὸ Νέον Φάληρον. [306, 914, 538, 944]
article-paragraph: Εὐχάριστος ἔχει καταλήξει ἡ σάτυρα τοῦ Παπαϊωάννου καὶ τοῦ Ἀναστασίου ἣτις ἀνεβιβάσθη εἰς τὸ θέατρον τοῦ Θησείου. Αἱ σκηναὶ τῆς Ἀθηναϊκῆς ζωῆς ἐγέλασαν τὸ ἀκροατήριον. [60, 2084, 282, 2175]
divider [1374, 1230, 1552, 1231]
article-paragraph: Αἱ ἀστυνομικαὶ διατάξεις αἱ τιμαὶ τῶν ψαρίων ἐκανονίσθησαν ὡς ἑξῆς: Ἐν Πειραιεῖ λεπτὰ 17, λιανικῶς 19. Ἐν Ἀθήναις λεπτὰ 18, λιανικῶς λεπτὰ 20. [562, 468, 773, 559]
brief-title: — Τὸ ἐπεισόδιον Βόλου. [562, 976, 727, 991]
article-subtitle: ΔΙΑΜΑΡΤΥΡΟΝΤΑΙ [1141, 1500, 1297, 1520]
article-paragraph: — Ἀπόψε τὸ Κεντρικὸν δίδει ἐπὶ τῷ τελευταίῳ τὸ «Μοντέρνα Καμαρίερα». [306, 1591, 538, 1636]
article-title: Η ΥΠΟΘΕΣΙΣ ΓΥΠΑΡΗ [1369, 897, 1557, 916]
article-paragraph: — Πλῆθος νέων ἐκλιπαρεῖ εἰς τὴν νῆσον ἐξ ἐργασίας ἐπὶ τὸ κρησφύγετον. [306, 748, 538, 793]
article-title: ΕΠΙΣΗΜΟΙ ΚΙΝΗΣΕΙΣ [77, 1119, 265, 1138]
section-heading: ΕΔΩ ΚΙ' ΕΚΕΙ [306, 200, 446, 224]
article-title: ΜΙΑ ΔΩΡΕΑ [1400, 424, 1526, 450]
program-entry: ΒΑΡΙΕΤΕ. Τὰ «Α, Ο, Ο». [306, 1860, 452, 1875]
brief-title: — Σύλληψις κλέπτου. [562, 132, 712, 146]
article-title: Η ΑΓΑΠΗ ΤΟΥ ΝΕΚΡΟΥ [70, 462, 272, 481]
article-paragraph: — Ὅσοι παρευρέθησαν χθὲς εἰς τὸν προτελευταῖον γύρον τοῦ «Ἀνθρωπάκι» ἐδικαίωσαν ἀπὸ τὸ τὶ ἐσημαίνει τὸ θεατρικὸν φῶς. [306, 1640, 538, 1700]
article-paragraph: Μετὰ τὴν πρώτην συμπλοκὴν τῶν ξιφῶν ἐτραυματίσθη ἐλαφρῶς εἰς τὸν δεξιὸν μηρὸν ὁ κ. Βαλσαμάκης. Μετὰ τοῦτο οἱ μάρτυρες διεκήρυξαν ὅτι ἡ τιμὴ ἀπέχει. [797, 1509, 1072, 1570]
brief-title: — Ἀπόπειρα αὐτοκτονίας. [562, 330, 742, 345]
divider [805, 1311, 1064, 1312]
section-heading: Ἀπὸ Τὰ Θέατρα [306, 1207, 509, 1237]
subscriptions-line: ΔΙΑ ΤΟΥΣ ΕΝ ΠΕΡΣΙᾼ [97, 317, 245, 332]
article-title: ΥΠΕΡ ΤΩΝ ΣΕΡΒΩΝ [86, 1976, 256, 1995]
section-heading: Καὶ Τὴν Κίνησιν [81, 428, 282, 457]
article-title: ΔΙΑΝΥΚΤΕΡΕΥΟΝΤΑ ΦΑΡΜΑΚΕΙΑ [335, 999, 509, 1035]
brief-title: — Βροχαί. [562, 1223, 632, 1238]
article-paragraph: Κατὰ τηλεγράφημα ἐκ Δράμας, 15μελὴς Βουλγαρικὴ φρουρὰ εἰσῆλθεν εἰς τὸ χωρίον Ρέσνα καὶ ἀπεχώρησεν ἀφοῦ ἀφήρεσε τὰ ζῶα καὶ τὰ τρόφιμα τῶν κατοίκων. Τὸ χωρίον ἔκειτο ἐντὸς τῆς οὐδετέρας ζώνης. [1366, 1104, 1560, 1225]
dateline: ΒΕΡΝΗ, 11 Ἰουλίου. [1366, 1587, 1505, 1602]
article-paragraph: Ἐπίσης ἐψάλη δοξολογία καὶ εἰς τὸν ναὸν τῶν Ἀνακτόρων μετὰ τὸ πέρας τῆς ὁποίας ἐγένετο δεξίωσις. [60, 1910, 282, 1971]
